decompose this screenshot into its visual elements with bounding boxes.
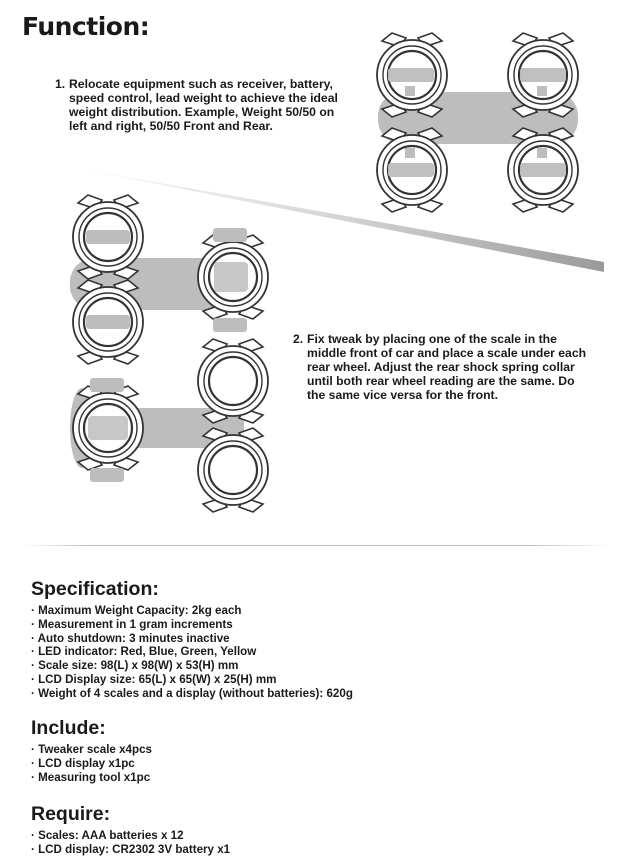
include-heading: Include: [31,717,106,739]
step-line: weight distribution. Example, Weight 50/50 on [69,105,335,119]
step-number: 1. [55,77,66,91]
step-line: rear wheel. Adjust the rear shock spring collar [307,360,575,374]
step-line: middle front of car and place a scale under each [307,346,587,360]
step-line: Relocate equipment such as receiver, battery, [69,77,333,91]
section-divider [20,545,614,546]
tweak-setup-rear-illustration [70,339,268,512]
list-item: · LCD display x1pc [31,757,152,771]
include-list [31,743,152,784]
require-list [31,829,230,857]
list-item: · Scale size: 98(L) x 98(W) x 53(H) mm [31,659,353,673]
list-item: · Measuring tool x1pc [31,771,152,785]
list-item: · Scales: AAA batteries x 12 [31,829,230,843]
list-item: · LCD display: CR2302 3V battery x1 [31,843,230,857]
step-line: until both rear wheel reading are the same. Do [307,374,575,388]
tweak-setup-front-illustration [70,195,268,364]
list-item: · Measurement in 1 gram increments [31,618,353,632]
step-number: 2. [293,332,304,346]
list-item: · Maximum Weight Capacity: 2kg each [31,604,353,618]
step-line: the same vice versa for the front. [307,388,499,402]
specification-heading: Specification: [31,578,159,600]
list-item: · LED indicator: Red, Blue, Green, Yellow [31,645,353,659]
step-line: left and right, 50/50 Front and Rear. [69,119,273,133]
page-title: Function: [22,12,150,41]
step-line: speed control, lead weight to achieve the ideal [69,91,338,105]
list-item: · LCD Display size: 65(L) x 65(W) x 25(H) mm [31,673,353,687]
list-item: · Tweaker scale x4pcs [31,743,152,757]
require-heading: Require: [31,803,111,825]
list-item: · Auto shutdown: 3 minutes inactive [31,632,353,646]
four-scale-car-illustration [377,33,578,212]
list-item: · Weight of 4 scales and a display (without batteries): 620g [31,687,353,701]
specification-list [31,604,353,701]
step-line: Fix tweak by placing one of the scale in the [307,332,557,346]
